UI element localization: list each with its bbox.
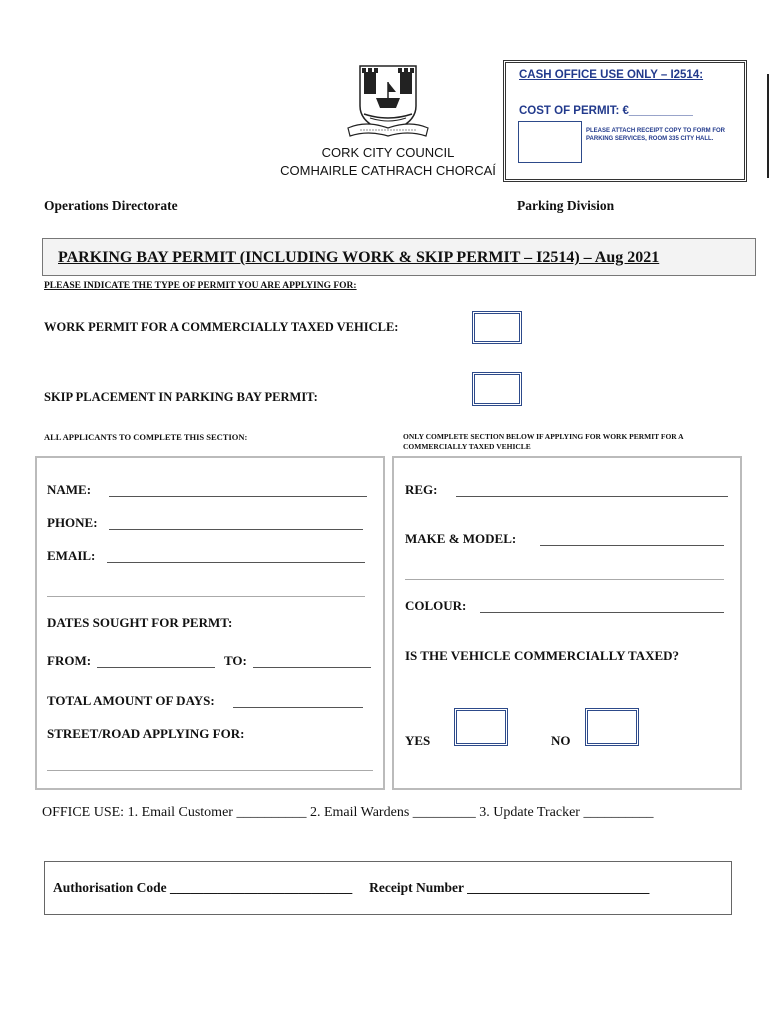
name-field[interactable] [109,496,367,497]
name-label: NAME: [47,482,92,497]
colour-field[interactable] [480,612,724,613]
all-applicants-heading: ALL APPLICANTS TO COMPLETE THIS SECTION: [44,432,248,442]
no-label: NO [551,733,571,748]
skip-permit-checkbox[interactable] [472,372,522,406]
colour-label: COLOUR: [405,598,467,613]
skip-permit-label: SKIP PLACEMENT IN PARKING BAY PERMIT: [44,390,318,404]
cork-city-crest-logo [346,62,430,142]
directorate-label: Operations Directorate [44,198,178,213]
receipt-note: PLEASE ATTACH RECEIPT COPY TO FORM FOR PARKING SERVICES, ROOM 335 CITY HALL. [586,128,726,142]
reg-label: REG: [405,482,438,497]
reg-field[interactable] [456,496,728,497]
to-date-field[interactable] [253,667,371,668]
dates-sought-label: DATES SOUGHT FOR PERMT: [47,615,233,630]
make-model-field[interactable] [540,545,724,546]
cash-office-title: CASH OFFICE USE ONLY – I2514: [519,69,704,81]
total-days-field[interactable] [233,707,363,708]
commercially-taxed-question: IS THE VEHICLE COMMERCIALLY TAXED? [405,648,680,663]
council-name-irish: COMHAIRLE CATHRACH CHORCAÍ [280,163,496,178]
make-model-label: MAKE & MODEL: [405,531,517,546]
vehicle-details-panel [392,456,742,790]
total-days-label: TOTAL AMOUNT OF DAYS: [47,693,215,708]
form-title: PARKING BAY PERMIT (INCLUDING WORK & SKIP PERMIT – I2514) – Aug 2021 [58,249,660,266]
cash-office-box [503,60,747,182]
yes-label: YES [405,733,431,748]
authorisation-box [44,861,732,915]
from-date-field[interactable] [97,667,215,668]
from-label: FROM: [47,653,92,668]
street-label: STREET/ROAD APPLYING FOR: [47,726,245,741]
no-checkbox[interactable] [585,708,639,746]
division-label: Parking Division [517,198,615,213]
to-label: TO: [224,653,247,668]
email-label: EMAIL: [47,548,96,563]
phone-label: PHONE: [47,515,98,530]
phone-field[interactable] [109,529,363,530]
vehicle-section-heading: ONLY COMPLETE SECTION BELOW IF APPLYING FOR WORK PERMIT FOR A COMMERCIALLY TAXED VEHICLE [403,432,684,451]
email-field[interactable] [107,562,365,563]
office-use-line: OFFICE USE: 1. Email Customer __________ 2. Email Wardens _________ 3. Update Tracker __________ [42,805,654,820]
yes-checkbox[interactable] [454,708,508,746]
council-name: CORK CITY COUNCIL [321,145,455,160]
permit-type-instruction: PLEASE INDICATE THE TYPE OF PERMIT YOU ARE APPLYING FOR: [44,281,357,291]
street-field[interactable] [47,770,373,771]
form-title-box [42,238,756,276]
make-model-field-continued[interactable] [405,579,724,580]
authorisation-receipt-line: Authorisation Code ___________________________ Receipt Number ___________________________ [53,880,650,895]
applicant-details-panel [35,456,385,790]
receipt-attach-box[interactable] [518,121,582,163]
email-field-continued[interactable] [47,596,365,597]
side-rule [767,74,769,178]
work-permit-label: WORK PERMIT FOR A COMMERCIALLY TAXED VEHICLE: [44,320,399,334]
work-permit-checkbox[interactable] [472,311,522,344]
cost-of-permit-label: COST OF PERMIT: €__________ [519,105,693,117]
